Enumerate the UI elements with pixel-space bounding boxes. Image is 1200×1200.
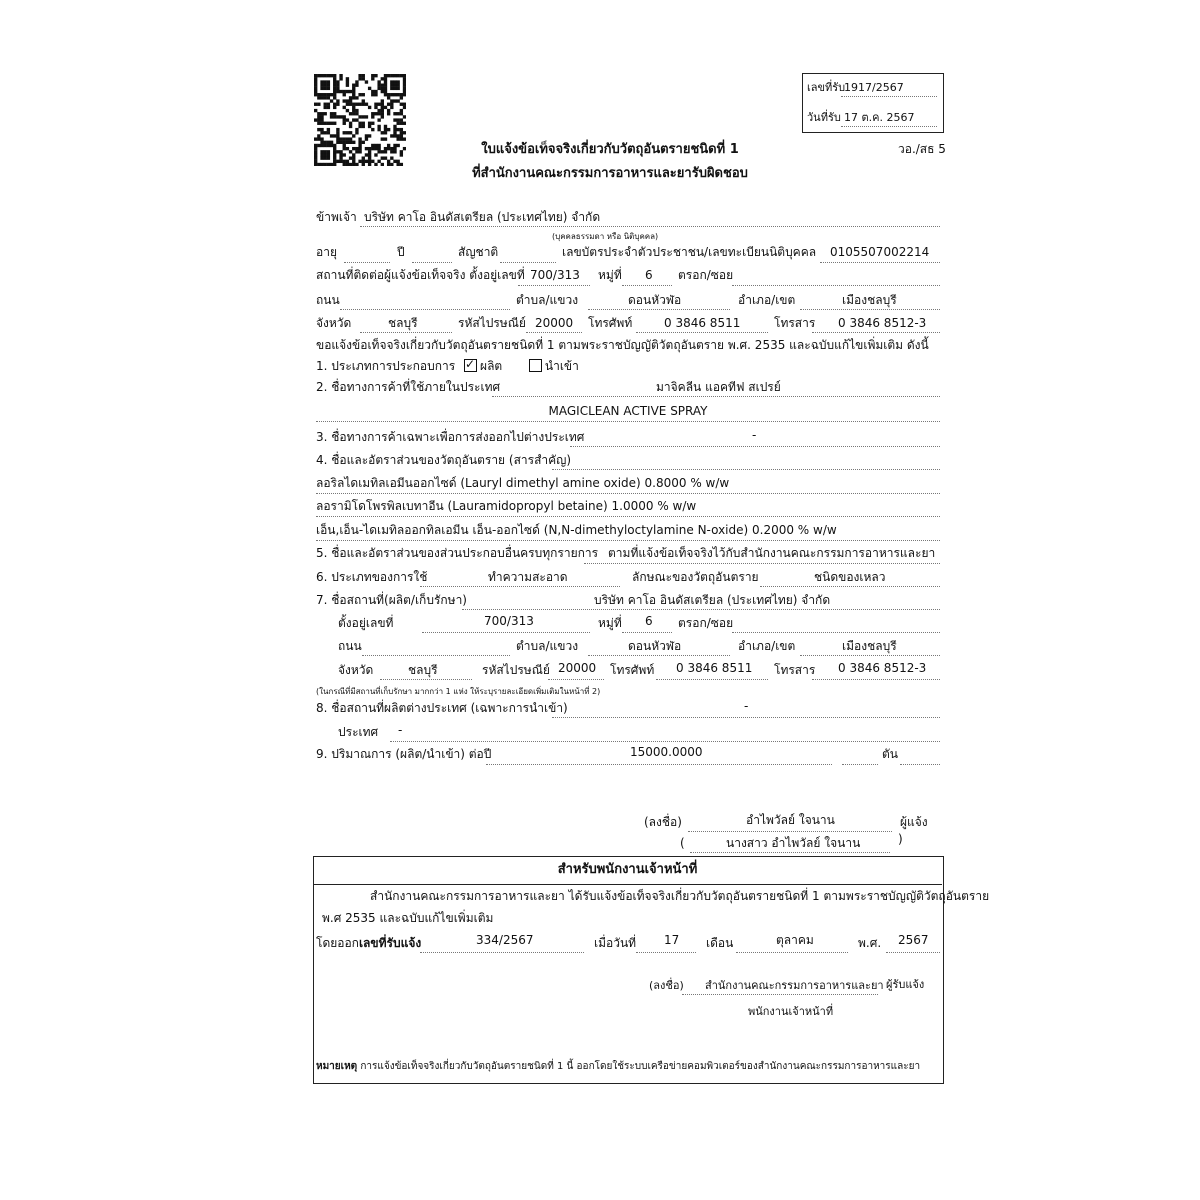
officer-text-2: พ.ศ 2535 และฉบับแก้ไขเพิ่มเติม bbox=[322, 911, 494, 925]
postal-value: 20000 bbox=[535, 316, 574, 330]
form-code: วอ./สธ 5 bbox=[898, 142, 946, 156]
id-value: 0105507002214 bbox=[830, 245, 930, 259]
issue-year: 2567 bbox=[898, 933, 929, 947]
item7-province-label: จังหวัด bbox=[338, 663, 374, 677]
item2-value-th: มาจิคลีน แอคทีฟ สเปรย์ bbox=[656, 380, 781, 394]
item7-road-label: ถนน bbox=[338, 639, 362, 653]
receipt-date-label: วันที่รับ bbox=[807, 111, 841, 124]
item7-soi-label: ตรอก/ซอย bbox=[678, 616, 734, 630]
phone-value: 0 3846 8511 bbox=[664, 316, 741, 330]
applicant-name: บริษัท คาโอ อินดัสเตรียล (ประเทศไทย) จำกัด bbox=[364, 210, 601, 224]
remark-text: การแจ้งข้อเท็จจริงเกี่ยวกับวัตถุอันตรายชนิดที่ 1 นี้ ออกโดยใช้ระบบเครือข่ายคอมพิวเตอร์ของสำนักงานคณะกรรมการอาหารและยา bbox=[360, 1061, 921, 1072]
item8-value: - bbox=[744, 699, 749, 713]
province-label: จังหวัด bbox=[316, 316, 352, 330]
item7-district-label: อำเภอ/เขต bbox=[738, 639, 796, 653]
signer-role: ผู้แจ้ง bbox=[900, 815, 928, 829]
postal-label: รหัสไปรษณีย์ bbox=[458, 316, 526, 330]
option-produce: ผลิต bbox=[480, 359, 503, 373]
item7-moo-value: 6 bbox=[645, 614, 653, 628]
ingredient-line: ลอริลไดเมทิลเอมีนออกไซด์ (Lauryl dimethyl amine oxide) 0.8000 % w/w bbox=[316, 476, 730, 490]
item7-phone-value: 0 3846 8511 bbox=[676, 661, 753, 675]
item5-label: 5. ชื่อและอัตราส่วนของส่วนประกอบอื่นครบทุกรายการ bbox=[316, 546, 599, 560]
statement: ขอแจ้งข้อเท็จจริงเกี่ยวกับวัตถุอันตรายชนิดที่ 1 ตามพระราชบัญญัติวัตถุอันตราย พ.ศ. 2535 และฉบับแก้ไขเพิ่มเติม ดังนี้ bbox=[316, 338, 929, 352]
item7-phone-label: โทรศัพท์ bbox=[610, 663, 655, 677]
option-import: นำเข้า bbox=[544, 359, 579, 373]
district-value: เมืองชลบุรี bbox=[842, 293, 897, 307]
checkbox-import[interactable] bbox=[529, 359, 542, 372]
form-title-1: ใบแจ้งข้อเท็จจริงเกี่ยวกับวัตถุอันตรายชนิดที่ 1 bbox=[481, 142, 739, 157]
address-no: 700/313 bbox=[530, 268, 580, 282]
issue-year-label: พ.ศ. bbox=[858, 936, 882, 950]
item7-address-label: ตั้งอยู่เลขที่ bbox=[338, 616, 394, 630]
receipt-no-value: 1917/2567 bbox=[844, 81, 904, 94]
ingredient-line: ลอรามิโดโพรพิลเบทาอีน (Lauramidopropyl betaine) 1.0000 % w/w bbox=[316, 499, 697, 513]
receipt-no-label: เลขที่รับ bbox=[807, 81, 846, 94]
item7-postal-label: รหัสไปรษณีย์ bbox=[482, 663, 550, 677]
signer-full-name: นางสาว อำไพวัลย์ ใจนาน bbox=[726, 836, 861, 850]
country-label: ประเทศ bbox=[338, 725, 379, 739]
item6-value: ทำความสะอาด bbox=[488, 570, 568, 584]
province-value: ชลบุรี bbox=[388, 316, 418, 330]
item3-label: 3. ชื่อทางการค้าเฉพาะเพื่อการส่งออกไปต่างประเทศ bbox=[316, 430, 585, 444]
fax-label: โทรสาร bbox=[774, 316, 816, 330]
year-label: ปี bbox=[397, 245, 405, 259]
item6-label: 6. ประเภทของการใช้ bbox=[316, 570, 428, 584]
issue-date-label: เมื่อวันที่ bbox=[594, 936, 637, 950]
fax-value: 0 3846 8512-3 bbox=[838, 316, 927, 330]
nationality-label: สัญชาติ bbox=[458, 245, 499, 259]
item9-value: 15000.0000 bbox=[630, 745, 703, 759]
signer-name: อำไพวัลย์ ใจนาน bbox=[746, 813, 835, 827]
qr-code bbox=[314, 74, 406, 166]
officer-position: พนักงานเจ้าหน้าที่ bbox=[748, 1005, 834, 1018]
item1-label-text: 1. ประเภทการประกอบการ bbox=[316, 359, 456, 373]
officer-text-1: สำนักงานคณะกรรมการอาหารและยา ได้รับแจ้งข้อเท็จจริงเกี่ยวกับวัตถุอันตรายชนิดที่ 1 ตามพระราชบัญญัติวัตถุอันตราย bbox=[370, 889, 990, 903]
item7-address-no: 700/313 bbox=[484, 614, 534, 628]
officer-heading: สำหรับพนักงานเจ้าหน้าที่ bbox=[557, 862, 698, 877]
issue-month: ตุลาคม bbox=[776, 933, 814, 947]
item7-fax-label: โทรสาร bbox=[774, 663, 816, 677]
moo-value: 6 bbox=[645, 268, 653, 282]
country-value: - bbox=[398, 723, 403, 737]
item6b-label: ลักษณะของวัตถุอันตราย bbox=[632, 570, 759, 584]
id-label: เลขบัตรประจำตัวประชาชน/เลขทะเบียนนิติบุคคล bbox=[562, 245, 817, 259]
applicant-name-note: (บุคคลธรรมดา หรือ นิติบุคคล) bbox=[552, 232, 659, 241]
subdistrict-value: ดอนหัวฬ่อ bbox=[628, 293, 682, 307]
address-label: สถานที่ติดต่อผู้แจ้งข้อเท็จจริง ตั้งอยู่เลขที่ bbox=[316, 268, 525, 282]
age-label: อายุ bbox=[316, 245, 337, 259]
item2-value-en: MAGICLEAN ACTIVE SPRAY bbox=[548, 404, 708, 418]
officer-role: ผู้รับแจ้ง bbox=[886, 978, 925, 991]
road-label: ถนน bbox=[316, 293, 340, 307]
soi-label: ตรอก/ซอย bbox=[678, 268, 734, 282]
signature-label: (ลงชื่อ) bbox=[644, 815, 682, 829]
issue-bold: เลขที่รับแจ้ง bbox=[358, 936, 422, 950]
close-paren: ) bbox=[898, 832, 903, 846]
item7-label: 7. ชื่อสถานที่(ผลิต/เก็บรักษา) bbox=[316, 593, 467, 607]
item7-province-value: ชลบุรี bbox=[408, 663, 438, 677]
receipt-date-value: 17 ต.ค. 2567 bbox=[844, 111, 915, 124]
item7-moo-label: หมู่ที่ bbox=[598, 616, 622, 630]
item7-subdistrict-value: ดอนหัวฬ่อ bbox=[628, 639, 682, 653]
remark-label: หมายเหตุ bbox=[316, 1061, 358, 1072]
item7-district-value: เมืองชลบุรี bbox=[842, 639, 897, 653]
item7-subdistrict-label: ตำบล/แขวง bbox=[516, 639, 579, 653]
item3-value: - bbox=[752, 428, 757, 442]
applicant-label: ข้าพเจ้า bbox=[316, 210, 357, 224]
officer-signer: สำนักงานคณะกรรมการอาหารและยา bbox=[705, 979, 884, 992]
item5-value: ตามที่แจ้งข้อเท็จจริงไว้กับสำนักงานคณะกรรมการอาหารและยา bbox=[608, 546, 936, 560]
item9-label: 9. ปริมาณการ (ผลิต/นำเข้า) ต่อปี bbox=[316, 747, 492, 761]
moo-label: หมู่ที่ bbox=[598, 268, 622, 282]
item9-unit: ตัน bbox=[882, 747, 898, 761]
item1-label bbox=[316, 359, 579, 374]
item6b-value: ชนิดของเหลว bbox=[814, 570, 886, 584]
district-label: อำเภอ/เขต bbox=[738, 293, 796, 307]
subdistrict-label: ตำบล/แขวง bbox=[516, 293, 579, 307]
item8-label: 8. ชื่อสถานที่ผลิตต่างประเทศ (เฉพาะการนำเข้า) bbox=[316, 701, 568, 715]
item4-label: 4. ชื่อและอัตราส่วนของวัตถุอันตราย (สารสำคัญ) bbox=[316, 453, 572, 467]
issue-prefix: โดยออก bbox=[316, 936, 359, 950]
phone-label: โทรศัพท์ bbox=[588, 316, 633, 330]
issue-label bbox=[316, 936, 421, 951]
item7-note: (ในกรณีที่มีสถานที่เก็บรักษา มากกว่า 1 แห่ง ให้ระบุรายละเอียดเพิ่มเติมในหน้าที่ 2) bbox=[316, 687, 601, 696]
remark bbox=[316, 1059, 920, 1074]
issue-month-label: เดือน bbox=[706, 936, 734, 950]
issue-day: 17 bbox=[664, 933, 680, 947]
item7-fax-value: 0 3846 8512-3 bbox=[838, 661, 927, 675]
officer-sign-label: (ลงชื่อ) bbox=[649, 979, 684, 992]
open-paren: ( bbox=[680, 836, 685, 850]
item7-postal-value: 20000 bbox=[558, 661, 597, 675]
item7-value: บริษัท คาโอ อินดัสเตรียล (ประเทศไทย) จำกัด bbox=[594, 593, 831, 607]
item2-label: 2. ชื่อทางการค้าที่ใช้ภายในประเทศ bbox=[316, 380, 501, 394]
issue-no: 334/2567 bbox=[476, 933, 534, 947]
ingredient-line: เอ็น,เอ็น-ไดเมทิลออกทิลเอมีน เอ็น-ออกไซด์ (N,N-dimethyloctylamine N-oxide) 0.2000 % w/w bbox=[316, 523, 837, 537]
checkbox-produce[interactable] bbox=[464, 359, 477, 372]
form-title-2: ที่สำนักงานคณะกรรมการอาหารและยารับผิดชอบ bbox=[472, 166, 748, 181]
